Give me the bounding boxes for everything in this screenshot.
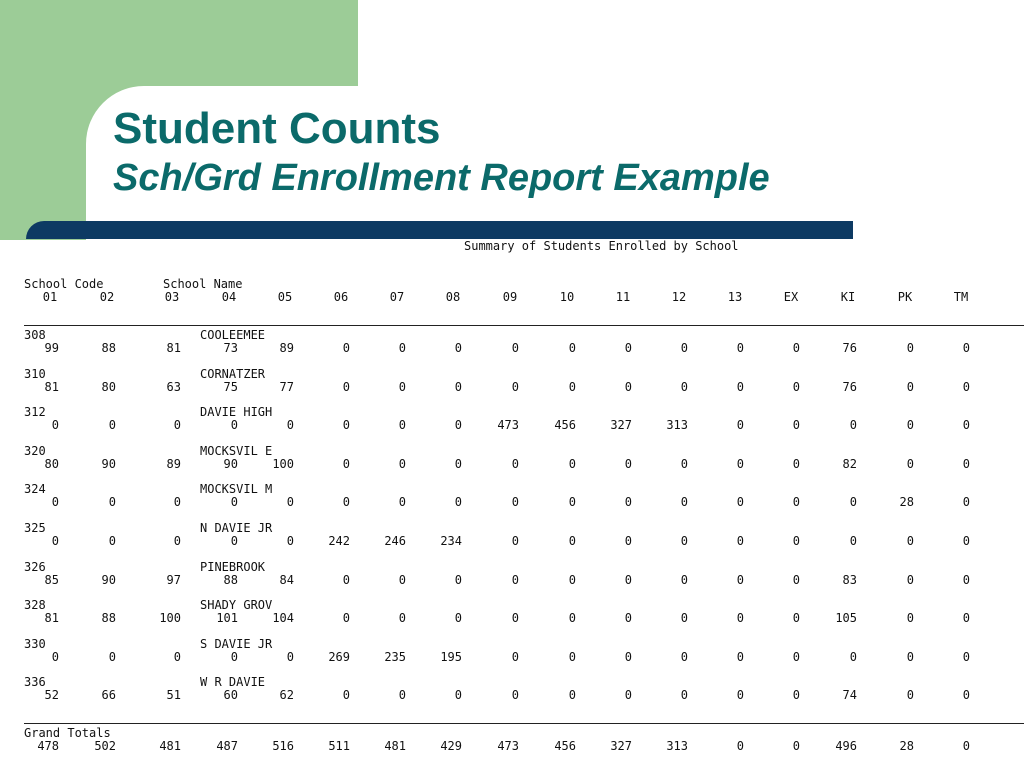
school-320-grade-ki: 82 xyxy=(842,456,857,471)
grade-header-08: 08 xyxy=(445,290,461,304)
school-324-grade-pk: 28 xyxy=(899,495,914,510)
school-326-grade-03: 97 xyxy=(166,572,181,587)
school-325-grade-pk: 0 xyxy=(906,534,914,548)
school-310-grade-04: 75 xyxy=(223,379,238,394)
school-312-grade-10: 456 xyxy=(554,418,576,433)
school-320-grade-04: 90 xyxy=(223,456,238,471)
school-324-grade-02: 0 xyxy=(108,495,116,510)
school-325-grade-ki: 0 xyxy=(849,534,857,548)
school-308-grade-05: 89 xyxy=(279,341,294,355)
school-336-grade-01: 52 xyxy=(44,688,59,703)
school-324-grade-ki: 0 xyxy=(849,495,857,510)
school-320-grade-03: 89 xyxy=(166,456,181,471)
school-336-grade-06: 0 xyxy=(342,688,350,703)
school-325-grade-08: 234 xyxy=(440,534,462,548)
school-328-grade-03: 100 xyxy=(159,611,181,626)
grade-header-12: 12 xyxy=(671,290,687,304)
school-326-grade-09: 0 xyxy=(511,572,519,587)
school-328-grade-ex: 0 xyxy=(792,611,800,626)
school-330-grade-04: 0 xyxy=(230,649,238,664)
grade-header-05: 05 xyxy=(277,290,293,304)
school-326-grade-12: 0 xyxy=(680,572,688,587)
grand-total-grade-09: 473 xyxy=(497,739,519,753)
school-336-grade-03: 51 xyxy=(166,688,181,703)
school-308-grade-06: 0 xyxy=(342,341,350,355)
grade-header-pk: PK xyxy=(897,290,913,304)
school-325-grade-ex: 0 xyxy=(792,534,800,548)
school-325-grade-12: 0 xyxy=(680,534,688,548)
school-336-grade-02: 66 xyxy=(101,688,116,703)
school-330-grade-08: 195 xyxy=(440,649,462,664)
school-328-grade-08: 0 xyxy=(454,611,462,626)
grade-header-13: 13 xyxy=(727,290,743,304)
school-326-grade-01: 85 xyxy=(44,572,59,587)
grand-total-grade-13: 0 xyxy=(736,739,744,753)
school-324-grade-12: 0 xyxy=(680,495,688,510)
school-326-grade-04: 88 xyxy=(223,572,238,587)
school-312-grade-13: 0 xyxy=(736,418,744,433)
school-326-grade-07: 0 xyxy=(398,572,406,587)
school-336-grade-ex: 0 xyxy=(792,688,800,703)
school-330-grade-03: 0 xyxy=(173,649,181,664)
school-name: CORNATZER xyxy=(200,366,266,381)
school-308-grade-02: 88 xyxy=(101,341,116,355)
school-name-header: School Name xyxy=(163,277,243,291)
school-310-grade-07: 0 xyxy=(398,379,406,394)
school-308-grade-07: 0 xyxy=(398,341,406,355)
page-subtitle: Sch/Grd Enrollment Report Example xyxy=(113,157,770,199)
school-code: 326 xyxy=(24,559,46,574)
school-330-grade-12: 0 xyxy=(680,649,688,664)
school-330-grade-pk: 0 xyxy=(906,649,914,664)
school-code: 312 xyxy=(24,405,46,420)
school-324-grade-04: 0 xyxy=(230,495,238,510)
school-328-grade-09: 0 xyxy=(511,611,519,626)
school-336-grade-05: 62 xyxy=(279,688,294,703)
school-324-grade-09: 0 xyxy=(511,495,519,510)
school-336-grade-07: 0 xyxy=(398,688,406,703)
school-320-grade-01: 80 xyxy=(44,456,59,471)
school-320-grade-12: 0 xyxy=(680,456,688,471)
school-325-grade-03: 0 xyxy=(173,534,181,548)
school-326-grade-pk: 0 xyxy=(906,572,914,587)
school-310-grade-pk: 0 xyxy=(906,379,914,394)
grand-total-grade-ki: 496 xyxy=(835,739,857,753)
school-330-grade-07: 235 xyxy=(384,649,406,664)
school-308-grade-ki: 76 xyxy=(842,341,857,355)
school-324-grade-06: 0 xyxy=(342,495,350,510)
school-328-grade-13: 0 xyxy=(736,611,744,626)
school-328-grade-02: 88 xyxy=(101,611,116,626)
school-330-grade-01: 0 xyxy=(51,649,59,664)
school-325-grade-01: 0 xyxy=(51,534,59,548)
grade-header-04: 04 xyxy=(221,290,237,304)
school-308-grade-08: 0 xyxy=(454,341,462,355)
school-308-grade-13: 0 xyxy=(736,341,744,355)
school-310-grade-01: 81 xyxy=(44,379,59,394)
grade-header-ki: KI xyxy=(840,290,856,304)
school-336-grade-ki: 74 xyxy=(842,688,857,703)
school-308-grade-04: 73 xyxy=(223,341,238,355)
school-325-grade-07: 246 xyxy=(384,534,406,548)
grand-total-grade-06: 511 xyxy=(328,739,350,753)
school-324-grade-07: 0 xyxy=(398,495,406,510)
school-312-grade-03: 0 xyxy=(173,418,181,433)
school-name: DAVIE HIGH xyxy=(200,405,273,420)
school-310-grade-02: 80 xyxy=(101,379,116,394)
grade-header-07: 07 xyxy=(389,290,405,304)
school-310-grade-13: 0 xyxy=(736,379,744,394)
school-308-grade-pk: 0 xyxy=(906,341,914,355)
school-324-grade-13: 0 xyxy=(736,495,744,510)
school-326-grade-11: 0 xyxy=(624,572,632,587)
grand-total-grade-pk: 28 xyxy=(899,739,914,753)
school-name: SHADY GROV xyxy=(200,598,273,613)
school-325-grade-02: 0 xyxy=(108,534,116,548)
grand-total-grade-ex: 0 xyxy=(792,739,800,753)
school-330-grade-05: 0 xyxy=(286,649,294,664)
school-320-grade-11: 0 xyxy=(624,456,632,471)
school-324-grade-03: 0 xyxy=(173,495,181,510)
school-code: 310 xyxy=(24,366,46,381)
school-312-grade-01: 0 xyxy=(51,418,59,433)
grand-total-grade-01: 478 xyxy=(37,739,59,753)
grand-total-grade-11: 327 xyxy=(610,739,632,753)
school-312-grade-12: 313 xyxy=(666,418,688,433)
school-312-grade-08: 0 xyxy=(454,418,462,433)
grand-totals-label: Grand Totals xyxy=(24,726,111,740)
school-324-grade-05: 0 xyxy=(286,495,294,510)
school-328-grade-01: 81 xyxy=(44,611,59,626)
school-320-grade-10: 0 xyxy=(568,456,576,471)
school-code: 328 xyxy=(24,598,46,613)
school-330-grade-06: 269 xyxy=(328,649,350,664)
school-330-grade-tm: 0 xyxy=(962,649,970,664)
school-330-grade-11: 0 xyxy=(624,649,632,664)
grand-total-grade-tm: 0 xyxy=(962,739,970,753)
school-code: 320 xyxy=(24,443,46,458)
school-320-grade-08: 0 xyxy=(454,456,462,471)
school-name: N DAVIE JR xyxy=(200,521,273,535)
school-326-grade-tm: 0 xyxy=(962,572,970,587)
school-325-grade-05: 0 xyxy=(286,534,294,548)
school-328-grade-04: 101 xyxy=(216,611,238,626)
school-336-grade-08: 0 xyxy=(454,688,462,703)
school-310-grade-06: 0 xyxy=(342,379,350,394)
school-310-grade-08: 0 xyxy=(454,379,462,394)
school-312-grade-11: 327 xyxy=(610,418,632,433)
school-name: MOCKSVIL M xyxy=(200,482,273,497)
school-328-grade-07: 0 xyxy=(398,611,406,626)
school-326-grade-08: 0 xyxy=(454,572,462,587)
page-title: Student Counts xyxy=(113,104,441,153)
school-320-grade-13: 0 xyxy=(736,456,744,471)
school-320-grade-pk: 0 xyxy=(906,456,914,471)
school-308-grade-ex: 0 xyxy=(792,341,800,355)
school-324-grade-ex: 0 xyxy=(792,495,800,510)
school-320-grade-tm: 0 xyxy=(962,456,970,471)
grand-total-grade-10: 456 xyxy=(554,739,576,753)
school-328-grade-10: 0 xyxy=(568,611,576,626)
school-name: S DAVIE JR xyxy=(200,636,273,651)
grand-total-grade-05: 516 xyxy=(272,739,294,753)
school-code: 325 xyxy=(24,521,46,535)
school-308-grade-03: 81 xyxy=(166,341,181,355)
report-heading: Summary of Students Enrolled by School xyxy=(464,239,739,253)
school-312-grade-04: 0 xyxy=(230,418,238,433)
school-308-grade-12: 0 xyxy=(680,341,688,355)
school-310-grade-12: 0 xyxy=(680,379,688,394)
grade-header-01: 01 xyxy=(42,290,58,304)
school-308-grade-11: 0 xyxy=(624,341,632,355)
school-308-grade-tm: 0 xyxy=(962,341,970,355)
school-324-grade-tm: 0 xyxy=(962,495,970,510)
school-310-grade-11: 0 xyxy=(624,379,632,394)
school-308-grade-09: 0 xyxy=(511,341,519,355)
enrollment-report xyxy=(0,239,1024,768)
school-310-grade-05: 77 xyxy=(279,379,294,394)
school-312-grade-ki: 0 xyxy=(849,418,857,433)
school-328-grade-ki: 105 xyxy=(835,611,857,626)
school-326-grade-02: 90 xyxy=(101,572,116,587)
school-328-grade-05: 104 xyxy=(272,611,294,626)
school-code-header: School Code xyxy=(24,277,104,291)
school-330-grade-09: 0 xyxy=(511,649,519,664)
grand-total-grade-12: 313 xyxy=(666,739,688,753)
school-312-grade-07: 0 xyxy=(398,418,406,433)
school-324-grade-01: 0 xyxy=(51,495,59,510)
school-325-grade-13: 0 xyxy=(736,534,744,548)
school-312-grade-ex: 0 xyxy=(792,418,800,433)
school-330-grade-ex: 0 xyxy=(792,649,800,664)
school-325-grade-11: 0 xyxy=(624,534,632,548)
school-320-grade-ex: 0 xyxy=(792,456,800,471)
school-312-grade-06: 0 xyxy=(342,418,350,433)
grade-header-09: 09 xyxy=(502,290,518,304)
school-320-grade-02: 90 xyxy=(101,456,116,471)
school-312-grade-pk: 0 xyxy=(906,418,914,433)
school-326-grade-13: 0 xyxy=(736,572,744,587)
school-name: W R DAVIE xyxy=(200,675,266,690)
school-336-grade-11: 0 xyxy=(624,688,632,703)
school-326-grade-06: 0 xyxy=(342,572,350,587)
grand-total-grade-08: 429 xyxy=(440,739,462,753)
school-325-grade-tm: 0 xyxy=(962,534,970,548)
school-336-grade-04: 60 xyxy=(223,688,238,703)
school-336-grade-pk: 0 xyxy=(906,688,914,703)
school-name: MOCKSVIL E xyxy=(200,443,273,458)
school-336-grade-12: 0 xyxy=(680,688,688,703)
school-330-grade-10: 0 xyxy=(568,649,576,664)
grade-header-tm: TM xyxy=(953,290,969,304)
grade-header-02: 02 xyxy=(99,290,115,304)
school-330-grade-13: 0 xyxy=(736,649,744,664)
school-328-grade-pk: 0 xyxy=(906,611,914,626)
school-310-grade-09: 0 xyxy=(511,379,519,394)
school-326-grade-10: 0 xyxy=(568,572,576,587)
school-328-grade-12: 0 xyxy=(680,611,688,626)
school-320-grade-07: 0 xyxy=(398,456,406,471)
school-328-grade-11: 0 xyxy=(624,611,632,626)
school-336-grade-10: 0 xyxy=(568,688,576,703)
grade-header-06: 06 xyxy=(333,290,349,304)
school-324-grade-10: 0 xyxy=(568,495,576,510)
header-rule xyxy=(24,325,1024,326)
school-325-grade-06: 242 xyxy=(328,534,350,548)
grand-total-grade-04: 487 xyxy=(216,739,238,753)
school-326-grade-ex: 0 xyxy=(792,572,800,587)
school-310-grade-ki: 76 xyxy=(842,379,857,394)
school-312-grade-05: 0 xyxy=(286,418,294,433)
totals-rule xyxy=(24,723,1024,724)
school-312-grade-09: 473 xyxy=(497,418,519,433)
school-code: 336 xyxy=(24,675,46,690)
school-326-grade-ki: 83 xyxy=(842,572,857,587)
school-310-grade-tm: 0 xyxy=(962,379,970,394)
school-320-grade-09: 0 xyxy=(511,456,519,471)
school-336-grade-09: 0 xyxy=(511,688,519,703)
school-320-grade-06: 0 xyxy=(342,456,350,471)
school-code: 308 xyxy=(24,328,46,342)
school-name: PINEBROOK xyxy=(200,559,266,574)
school-310-grade-10: 0 xyxy=(568,379,576,394)
school-312-grade-tm: 0 xyxy=(962,418,970,433)
school-328-grade-06: 0 xyxy=(342,611,350,626)
grand-total-grade-02: 502 xyxy=(94,739,116,753)
school-325-grade-04: 0 xyxy=(230,534,238,548)
school-336-grade-tm: 0 xyxy=(962,688,970,703)
school-code: 330 xyxy=(24,636,46,651)
school-325-grade-10: 0 xyxy=(568,534,576,548)
header-divider-bar xyxy=(26,221,853,239)
school-324-grade-11: 0 xyxy=(624,495,632,510)
school-330-grade-02: 0 xyxy=(108,649,116,664)
school-308-grade-01: 99 xyxy=(44,341,59,355)
grade-header-10: 10 xyxy=(559,290,575,304)
grade-header-03: 03 xyxy=(164,290,180,304)
school-330-grade-ki: 0 xyxy=(849,649,857,664)
grand-total-grade-03: 481 xyxy=(159,739,181,753)
school-336-grade-13: 0 xyxy=(736,688,744,703)
grade-header-ex: EX xyxy=(783,290,799,304)
school-name: COOLEEMEE xyxy=(200,328,266,342)
school-312-grade-02: 0 xyxy=(108,418,116,433)
grade-header-11: 11 xyxy=(615,290,631,304)
school-code: 324 xyxy=(24,482,46,497)
school-308-grade-10: 0 xyxy=(568,341,576,355)
grand-total-grade-07: 481 xyxy=(384,739,406,753)
school-320-grade-05: 100 xyxy=(272,456,294,471)
school-328-grade-tm: 0 xyxy=(962,611,970,626)
school-324-grade-08: 0 xyxy=(454,495,462,510)
school-325-grade-09: 0 xyxy=(511,534,519,548)
school-326-grade-05: 84 xyxy=(279,572,294,587)
school-310-grade-ex: 0 xyxy=(792,379,800,394)
school-310-grade-03: 63 xyxy=(166,379,181,394)
